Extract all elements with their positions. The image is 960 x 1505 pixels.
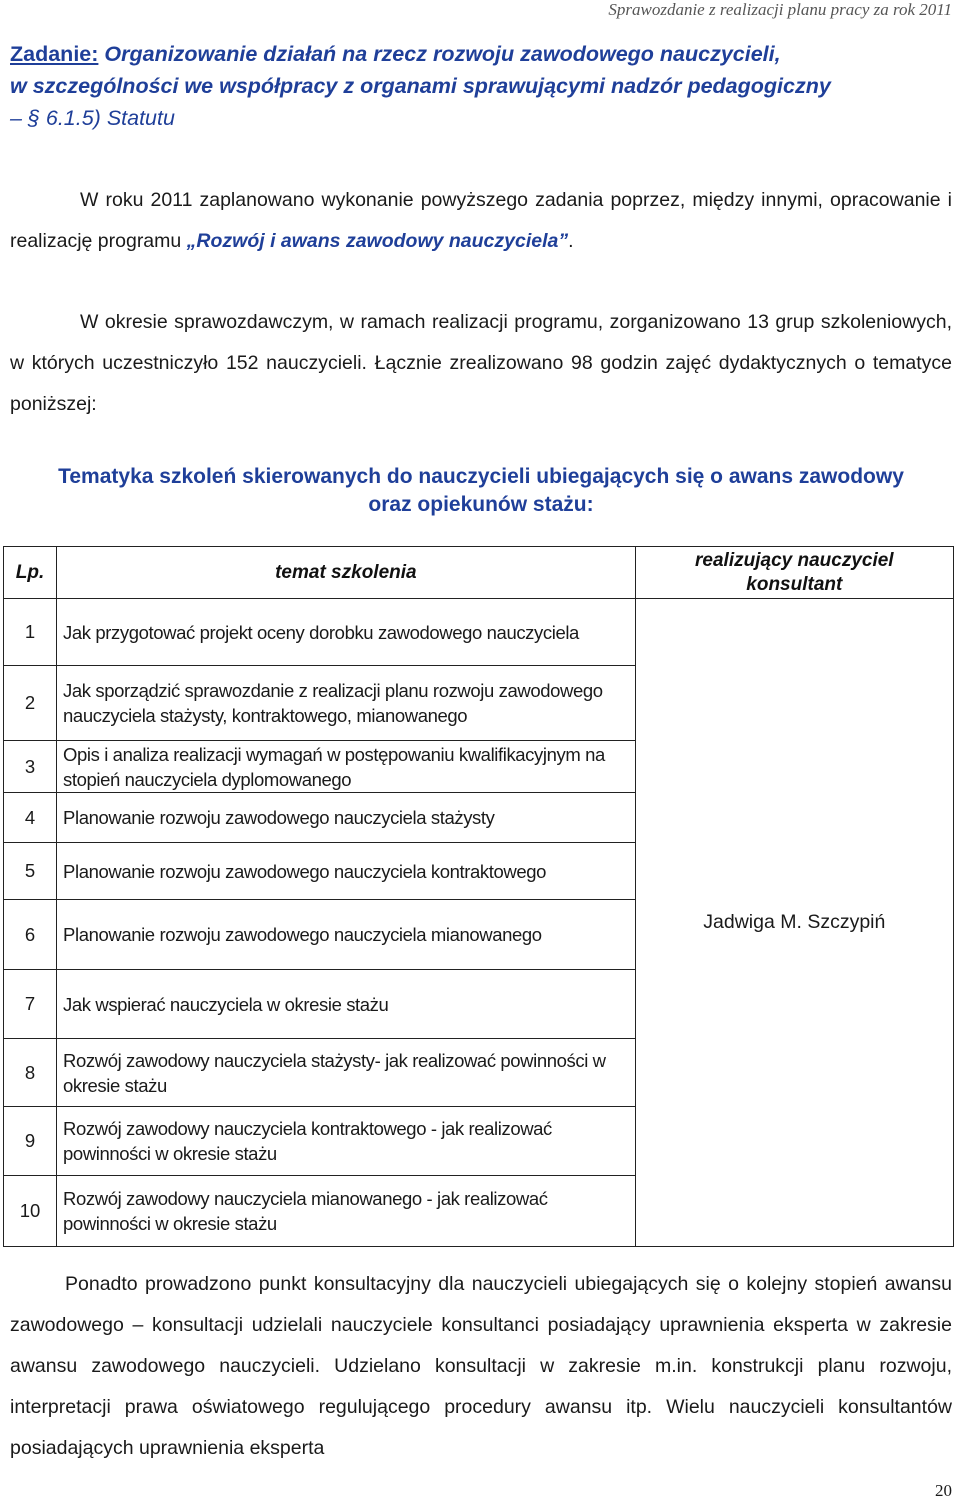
header-topic: temat szkolenia — [57, 547, 636, 599]
header-lp: Lp. — [4, 547, 57, 599]
row-topic: Rozwój zawodowy nauczyciela stażysty- jak realizować powinności w okresie stażu — [57, 1039, 636, 1107]
teacher-name-text: Jadwiga M. Szczypiń — [703, 911, 886, 933]
row-lp: 1 — [4, 599, 57, 666]
row-lp: 3 — [4, 741, 57, 793]
section-title-line1: Tematyka szkoleń skierowanych do nauczycieli ubiegających się o awans zawodowy — [58, 465, 904, 488]
paragraph-2 — [10, 302, 952, 425]
row-lp: 2 — [4, 666, 57, 741]
row-topic: Jak przygotować projekt oceny dorobku zawodowego nauczyciela — [57, 599, 636, 666]
paragraph-1 — [10, 180, 952, 262]
p1-text-before: W roku 2011 zaplanowano wykonanie powyższego zadania poprzez, między innymi, opracowanie i realizację programu — [10, 189, 952, 252]
row-topic: Jak wspierać nauczyciela w okresie stażu — [57, 970, 636, 1039]
teacher-name — [635, 599, 953, 1247]
row-topic: Opis i analiza realizacji wymagań w postępowaniu kwalifikacyjnym na stopień nauczyciela dyplomowanego — [57, 741, 636, 793]
training-table — [3, 546, 954, 1247]
task-heading — [10, 38, 952, 134]
page-number: 20 — [935, 1481, 952, 1500]
row-topic: Rozwój zawodowy nauczyciela mianowanego - jak realizować powinności w okresie stażu — [57, 1176, 636, 1247]
row-lp: 5 — [4, 843, 57, 900]
row-topic: Rozwój zawodowy nauczyciela kontraktowego - jak realizować powinności w okresie stażu — [57, 1107, 636, 1176]
p1-text-after: . — [568, 230, 574, 252]
row-lp: 7 — [4, 970, 57, 1039]
task-line1: Organizowanie działań na rzecz rozwoju zawodowego nauczycieli, — [104, 42, 781, 66]
paragraph-3 — [10, 1264, 952, 1469]
section-title-line2: oraz opiekunów stażu: — [368, 493, 594, 516]
header-teacher-line1: realizujący nauczyciel — [695, 549, 894, 571]
row-lp: 4 — [4, 793, 57, 843]
row-lp: 9 — [4, 1107, 57, 1176]
task-line2: w szczególności we współpracy z organami sprawującymi nadzór pedagogiczny — [10, 74, 831, 98]
table-row — [4, 599, 954, 666]
task-label: Zadanie: — [10, 42, 99, 66]
row-lp: 6 — [4, 900, 57, 970]
row-topic: Jak sporządzić sprawozdanie z realizacji planu rozwoju zawodowego nauczyciela stażysty, kontraktowego, mianowanego — [57, 666, 636, 741]
header-teacher — [635, 547, 953, 599]
program-name: „Rozwój i awans zawodowy nauczyciela” — [186, 230, 569, 252]
row-lp: 8 — [4, 1039, 57, 1107]
running-header: Sprawozdanie z realizacji planu pracy za rok 2011 — [608, 0, 952, 19]
row-topic: Planowanie rozwoju zawodowego nauczyciela kontraktowego — [57, 843, 636, 900]
row-topic: Planowanie rozwoju zawodowego nauczyciela mianowanego — [57, 900, 636, 970]
p3-text: Ponadto prowadzono punkt konsultacyjny dla nauczycieli ubiegających się o kolejny stopień awansu zawodowego – konsultacji udzielali nauczyciele konsultanci posiadający uprawnienia eksperta w zakresie awansu zawodowego nauczycieli. Udzielano konsultacji w zakresie m.in. konstrukcji planu rozwoju, interpretacji prawa oświatowego regulującego procedury awansu itp. Wielu nauczycieli konsultantów posiadających uprawnienia eksperta — [10, 1273, 952, 1459]
header-teacher-line2: konsultant — [746, 573, 843, 595]
section-title — [10, 463, 952, 519]
table-header-row — [4, 547, 954, 599]
row-topic: Planowanie rozwoju zawodowego nauczyciela stażysty — [57, 793, 636, 843]
task-line3: – § 6.1.5) Statutu — [10, 106, 175, 130]
row-lp: 10 — [4, 1176, 57, 1247]
p2-text: W okresie sprawozdawczym, w ramach realizacji programu, zorganizowano 13 grup szkoleniowych, w których uczestniczyło 152 nauczycieli. Łącznie zrealizowano 98 godzin zajęć dydaktycznych o tematyce poniższej: — [10, 311, 952, 415]
